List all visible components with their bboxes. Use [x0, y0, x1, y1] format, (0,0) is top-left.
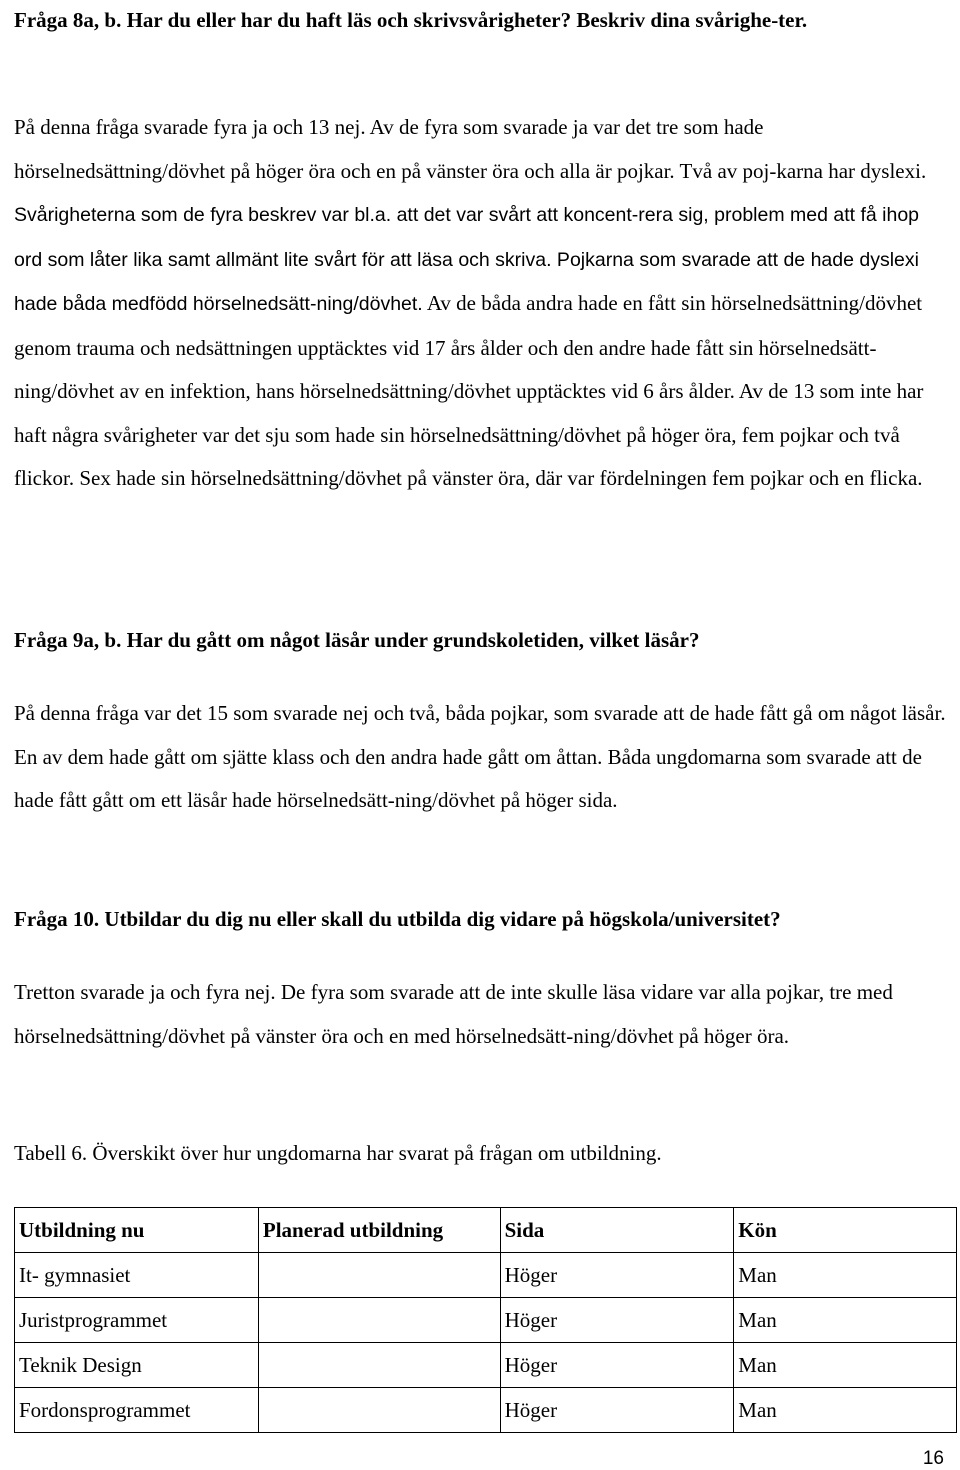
- question-8-text-sans: Svårigheterna som de fyra beskrev var bl.a. att det var svårt att koncent-rera sig, problem med att få ihop ord som låter lika samt allmänt lite svårt för att läsa och skriva. Pojkarna som svarade att de hade dyslexi hade båda medfödd hörselnedsätt-ning/dövhet.: [14, 204, 920, 315]
- cell-utbildning: It- gymnasiet: [15, 1253, 259, 1298]
- question-8-text-1: På denna fråga svarade fyra ja och 13 nej. Av de fyra som svarade ja var det tre som hade hörselnedsättning/dövhet på höger öra och en på vänster öra och alla är pojkar. Två av poj-karna har dyslexi.: [14, 115, 927, 183]
- cell-planerad: [258, 1388, 500, 1433]
- cell-kon: Man: [734, 1298, 957, 1343]
- cell-kon: Man: [734, 1388, 957, 1433]
- cell-sida: Höger: [500, 1343, 734, 1388]
- table-row: [15, 1388, 957, 1433]
- cell-planerad: [258, 1343, 500, 1388]
- question-8-heading: Fråga 8a, b. Har du eller har du haft läs och skrivsvårigheter? Beskriv dina svårighe-ter.: [14, 8, 808, 32]
- question-9-answer: På denna fråga var det 15 som svarade nej och två, båda pojkar, som svarade att de hade fått gå om något läsår. En av dem hade gått om sjätte klass och den andra hade gått om åttan. Båda ungdomarna som svarade att de hade fått gått om ett läsår hade hörselnedsätt-ning/dövhet på höger sida.: [14, 701, 946, 812]
- cell-planerad: [258, 1253, 500, 1298]
- cell-sida: Höger: [500, 1388, 734, 1433]
- table-row: [15, 1343, 957, 1388]
- table-caption: Tabell 6. Överskikt över hur ungdomarna har svarat på frågan om utbildning.: [14, 1141, 662, 1165]
- table-row: [15, 1253, 957, 1298]
- cell-utbildning: Fordonsprogrammet: [15, 1388, 259, 1433]
- table-row: [15, 1298, 957, 1343]
- cell-kon: Man: [734, 1343, 957, 1388]
- table-header-row: [15, 1208, 957, 1253]
- cell-sida: Höger: [500, 1298, 734, 1343]
- education-table: [14, 1207, 957, 1433]
- header-kon: Kön: [734, 1208, 957, 1253]
- header-planerad-utbildning: Planerad utbildning: [258, 1208, 500, 1253]
- cell-kon: Man: [734, 1253, 957, 1298]
- question-10-heading: Fråga 10. Utbildar du dig nu eller skall du utbilda dig vidare på högskola/universitet?: [14, 907, 781, 931]
- cell-sida: Höger: [500, 1253, 734, 1298]
- cell-utbildning: Juristprogrammet: [15, 1298, 259, 1343]
- cell-utbildning: Teknik Design: [15, 1343, 259, 1388]
- question-10-answer: Tretton svarade ja och fyra nej. De fyra som svarade att de inte skulle läsa vidare var alla pojkar, tre med hörselnedsättning/dövhet på vänster öra och en med hörselnedsätt-ning/dövhet på höger öra.: [14, 980, 893, 1048]
- question-9-heading: Fråga 9a, b. Har du gått om något läsår under grundskoletiden, vilket läsår?: [14, 628, 700, 652]
- question-8-text-2: Av de båda andra hade en fått sin hörselnedsättning/dövhet genom trauma och nedsättningen upptäcktes vid 17 års ålder och den andre hade fått sin hörselnedsätt-ning/dövhet av en infektion, hans hörselnedsättning/dövhet upptäcktes vid 6 års ålder. Av de 13 som inte har haft några svårigheter var det sju som hade sin hörselnedsättning/dövhet på höger öra, fem pojkar och två flickor. Sex hade sin hörselnedsättning/dövhet på vänster öra, där var fördelningen fem pojkar och en flicka.: [14, 291, 924, 490]
- question-8-answer: [14, 106, 946, 501]
- header-utbildning-nu: Utbildning nu: [15, 1208, 259, 1253]
- cell-planerad: [258, 1298, 500, 1343]
- page-number: 16: [922, 1448, 944, 1469]
- header-sida: Sida: [500, 1208, 734, 1253]
